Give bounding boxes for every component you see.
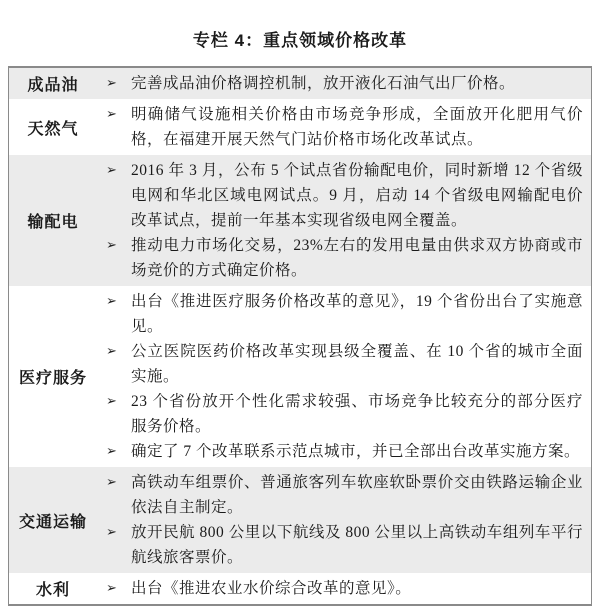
bullet-arrow-icon: ➢ bbox=[106, 76, 117, 91]
bullet-arrow-icon: ➢ bbox=[106, 444, 117, 459]
list-item bbox=[97, 470, 583, 520]
row-content bbox=[97, 99, 591, 155]
row-content bbox=[97, 68, 591, 99]
bullet-text: 出台《推进医疗服务价格改革的意见》，19 个省份出台了实施意见。 bbox=[131, 293, 583, 335]
row-category: 成品油 bbox=[27, 77, 79, 94]
list-item bbox=[97, 71, 583, 96]
box-title: 专栏 4：重点领域价格改革 bbox=[192, 31, 408, 50]
bullet-arrow-icon: ➢ bbox=[106, 238, 117, 253]
bullet-text: 高铁动车组票价、普通旅客列车软座软卧票价交由铁路运输企业依法自主制定。 bbox=[131, 474, 583, 516]
bullet-arrow-icon: ➢ bbox=[106, 344, 117, 359]
bullet-text: 推动电力市场化交易，23%左右的发用电量由供求双方协商或市场竞价的方式确定价格。 bbox=[131, 237, 583, 279]
table-row-medical-services bbox=[9, 286, 591, 467]
table-row-natural-gas bbox=[9, 99, 591, 155]
list-item bbox=[97, 576, 583, 601]
bullet-arrow-icon: ➢ bbox=[106, 525, 117, 540]
document-page bbox=[0, 26, 600, 606]
list-item bbox=[97, 520, 583, 570]
row-category: 输配电 bbox=[27, 214, 79, 231]
list-item bbox=[97, 158, 583, 233]
row-content bbox=[97, 155, 591, 286]
row-category: 医疗服务 bbox=[18, 370, 87, 387]
list-item bbox=[97, 233, 583, 283]
bullet-arrow-icon: ➢ bbox=[106, 581, 117, 596]
bullet-arrow-icon: ➢ bbox=[106, 394, 117, 409]
bullet-text: 明确储气设施相关价格由市场竞争形成，全面放开化肥用气价格，在福建开展天然气门站价格市场化改革试点。 bbox=[131, 106, 583, 148]
bullet-arrow-icon: ➢ bbox=[106, 107, 117, 122]
bullet-arrow-icon: ➢ bbox=[106, 163, 117, 178]
bullet-text: 完善成品油价格调控机制，放开液化石油气出厂价格。 bbox=[131, 75, 516, 92]
bullet-text: 确定了 7 个改革联系示范点城市，并已全部出台改革实施方案。 bbox=[131, 443, 581, 460]
bullet-text: 23 个省份放开个性化需求较强、市场竞争比较充分的部分医疗服务价格。 bbox=[131, 393, 583, 435]
row-content bbox=[97, 286, 591, 467]
bullet-text: 放开民航 800 公里以下航线及 800 公里以上高铁动车组列车平行航线旅客票价。 bbox=[131, 524, 583, 566]
list-item bbox=[97, 389, 583, 439]
bullet-text: 公立医院医药价格改革实现县级全覆盖、在 10 个省的城市全面实施。 bbox=[131, 343, 583, 385]
bullet-text: 出台《推进农业水价综合改革的意见》。 bbox=[131, 580, 412, 597]
row-content bbox=[97, 573, 591, 604]
bullet-arrow-icon: ➢ bbox=[106, 475, 117, 490]
row-category: 交通运输 bbox=[18, 513, 87, 531]
list-item bbox=[97, 102, 583, 152]
bullet-arrow-icon: ➢ bbox=[106, 294, 117, 309]
table-row-power-transmission bbox=[9, 155, 591, 286]
price-reform-table bbox=[8, 66, 592, 606]
row-content bbox=[97, 467, 591, 573]
list-item bbox=[97, 339, 583, 389]
table-row-transportation bbox=[9, 467, 591, 573]
row-category: 水利 bbox=[35, 582, 70, 599]
table-row-water bbox=[9, 573, 591, 604]
table-row-refined-oil bbox=[9, 68, 591, 99]
row-category: 天然气 bbox=[27, 120, 79, 138]
list-item bbox=[97, 289, 583, 339]
list-item bbox=[97, 439, 583, 464]
bullet-text: 2016 年 3 月，公布 5 个试点省份输配电价，同时新增 12 个省级电网和华北区域电网试点。9 月，启动 14 个省级电网输配电价改革试点，提前一年基本实现省级电网全覆盖。 bbox=[131, 162, 583, 229]
